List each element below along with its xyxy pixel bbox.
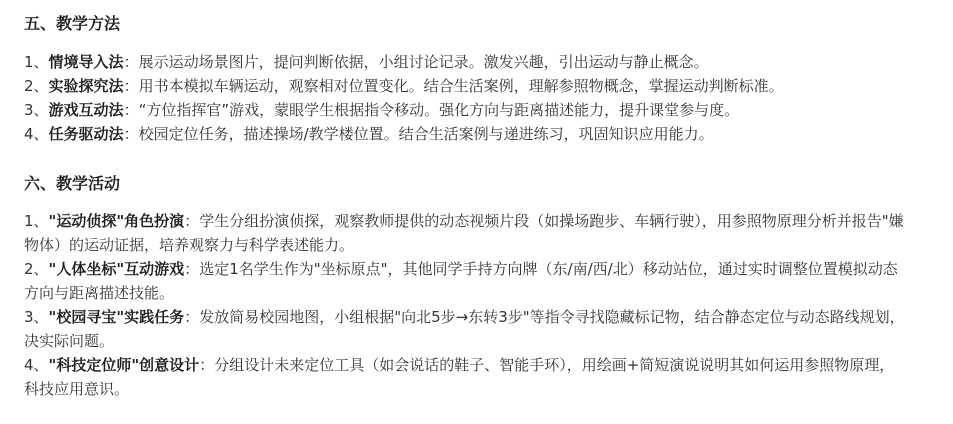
item-text: 展示运动场景图片，提问判断依据，小组讨论记录。激发兴趣，引出运动与静止概念。 — [138, 53, 709, 71]
item-number: 2、 — [24, 77, 49, 95]
activity-item-2-continuation: 方向与距离描述技能。 — [24, 284, 175, 302]
activity-item-1-continuation: 物体）的运动证据，培养观察力与科学表述能力。 — [24, 236, 355, 254]
item-separator: ： — [123, 53, 139, 71]
item-number: 1、 — [24, 212, 49, 230]
activity-item-2 — [24, 257, 898, 281]
activity-item-4 — [24, 353, 894, 377]
item-separator: ： — [184, 212, 200, 230]
item-title: 情境导入法 — [48, 53, 124, 71]
item-number: 4、 — [24, 356, 49, 374]
section-heading-teaching-methods: 五、教学方法 — [24, 14, 121, 33]
item-number: 3、 — [24, 101, 49, 119]
item-separator: ： — [123, 77, 139, 95]
item-title: "科技定位师"创意设计 — [48, 356, 200, 374]
item-text: 用书本模拟车辆运动，观察相对位置变化。结合生活案例，理解参照物概念，掌握运动判断标准。 — [138, 77, 784, 95]
activity-item-4-continuation: 科技应用意识。 — [24, 380, 130, 398]
method-item-1 — [24, 50, 709, 74]
item-text: 发放简易校园地图，小组根据"向北5步→东转3步"等指令寻找隐藏标记物，结合静态定位与动态路线规划， — [199, 308, 905, 326]
item-number: 3、 — [24, 308, 49, 326]
activity-item-3-continuation: 决实际问题。 — [24, 332, 115, 350]
item-separator: ： — [123, 101, 139, 119]
method-item-4 — [24, 122, 714, 146]
item-number: 1、 — [24, 53, 49, 71]
item-title: "校园寻宝"实践任务 — [48, 308, 185, 326]
section-heading-teaching-activities: 六、教学活动 — [24, 174, 121, 193]
item-text: 校园定位任务，描述操场/教学楼位置。结合生活案例与递进练习，巩固知识应用能力。 — [138, 125, 714, 143]
item-separator: ： — [184, 308, 200, 326]
activity-item-3 — [24, 305, 905, 329]
activity-item-1 — [24, 209, 904, 233]
item-text: 分组设计未来定位工具（如会说话的鞋子、智能手环），用绘画+简短演说说明其如何运用参照物原理， — [214, 356, 895, 374]
item-title: "人体坐标"互动游戏 — [48, 260, 185, 278]
item-separator: ： — [123, 125, 139, 143]
item-text: “方位指挥官”游戏，蒙眼学生根据指令移动。强化方向与距离描述能力，提升课堂参与度。 — [138, 101, 740, 119]
item-separator: ： — [184, 260, 200, 278]
item-text: 学生分组扮演侦探，观察教师提供的动态视频片段（如操场跑步、车辆行驶），用参照物原理分析并报告"嫌 — [199, 212, 904, 230]
item-separator: ： — [199, 356, 215, 374]
method-item-3 — [24, 98, 739, 122]
item-title: 任务驱动法 — [48, 125, 124, 143]
item-title: 实验探究法 — [48, 77, 124, 95]
item-number: 4、 — [24, 125, 49, 143]
method-item-2 — [24, 74, 784, 98]
item-text: 选定1名学生作为"坐标原点"，其他同学手持方向牌（东/南/西/北）移动站位，通过实时调整位置模拟动态 — [199, 260, 898, 278]
item-number: 2、 — [24, 260, 49, 278]
item-title: "运动侦探"角色扮演 — [48, 212, 185, 230]
item-title: 游戏互动法 — [48, 101, 124, 119]
